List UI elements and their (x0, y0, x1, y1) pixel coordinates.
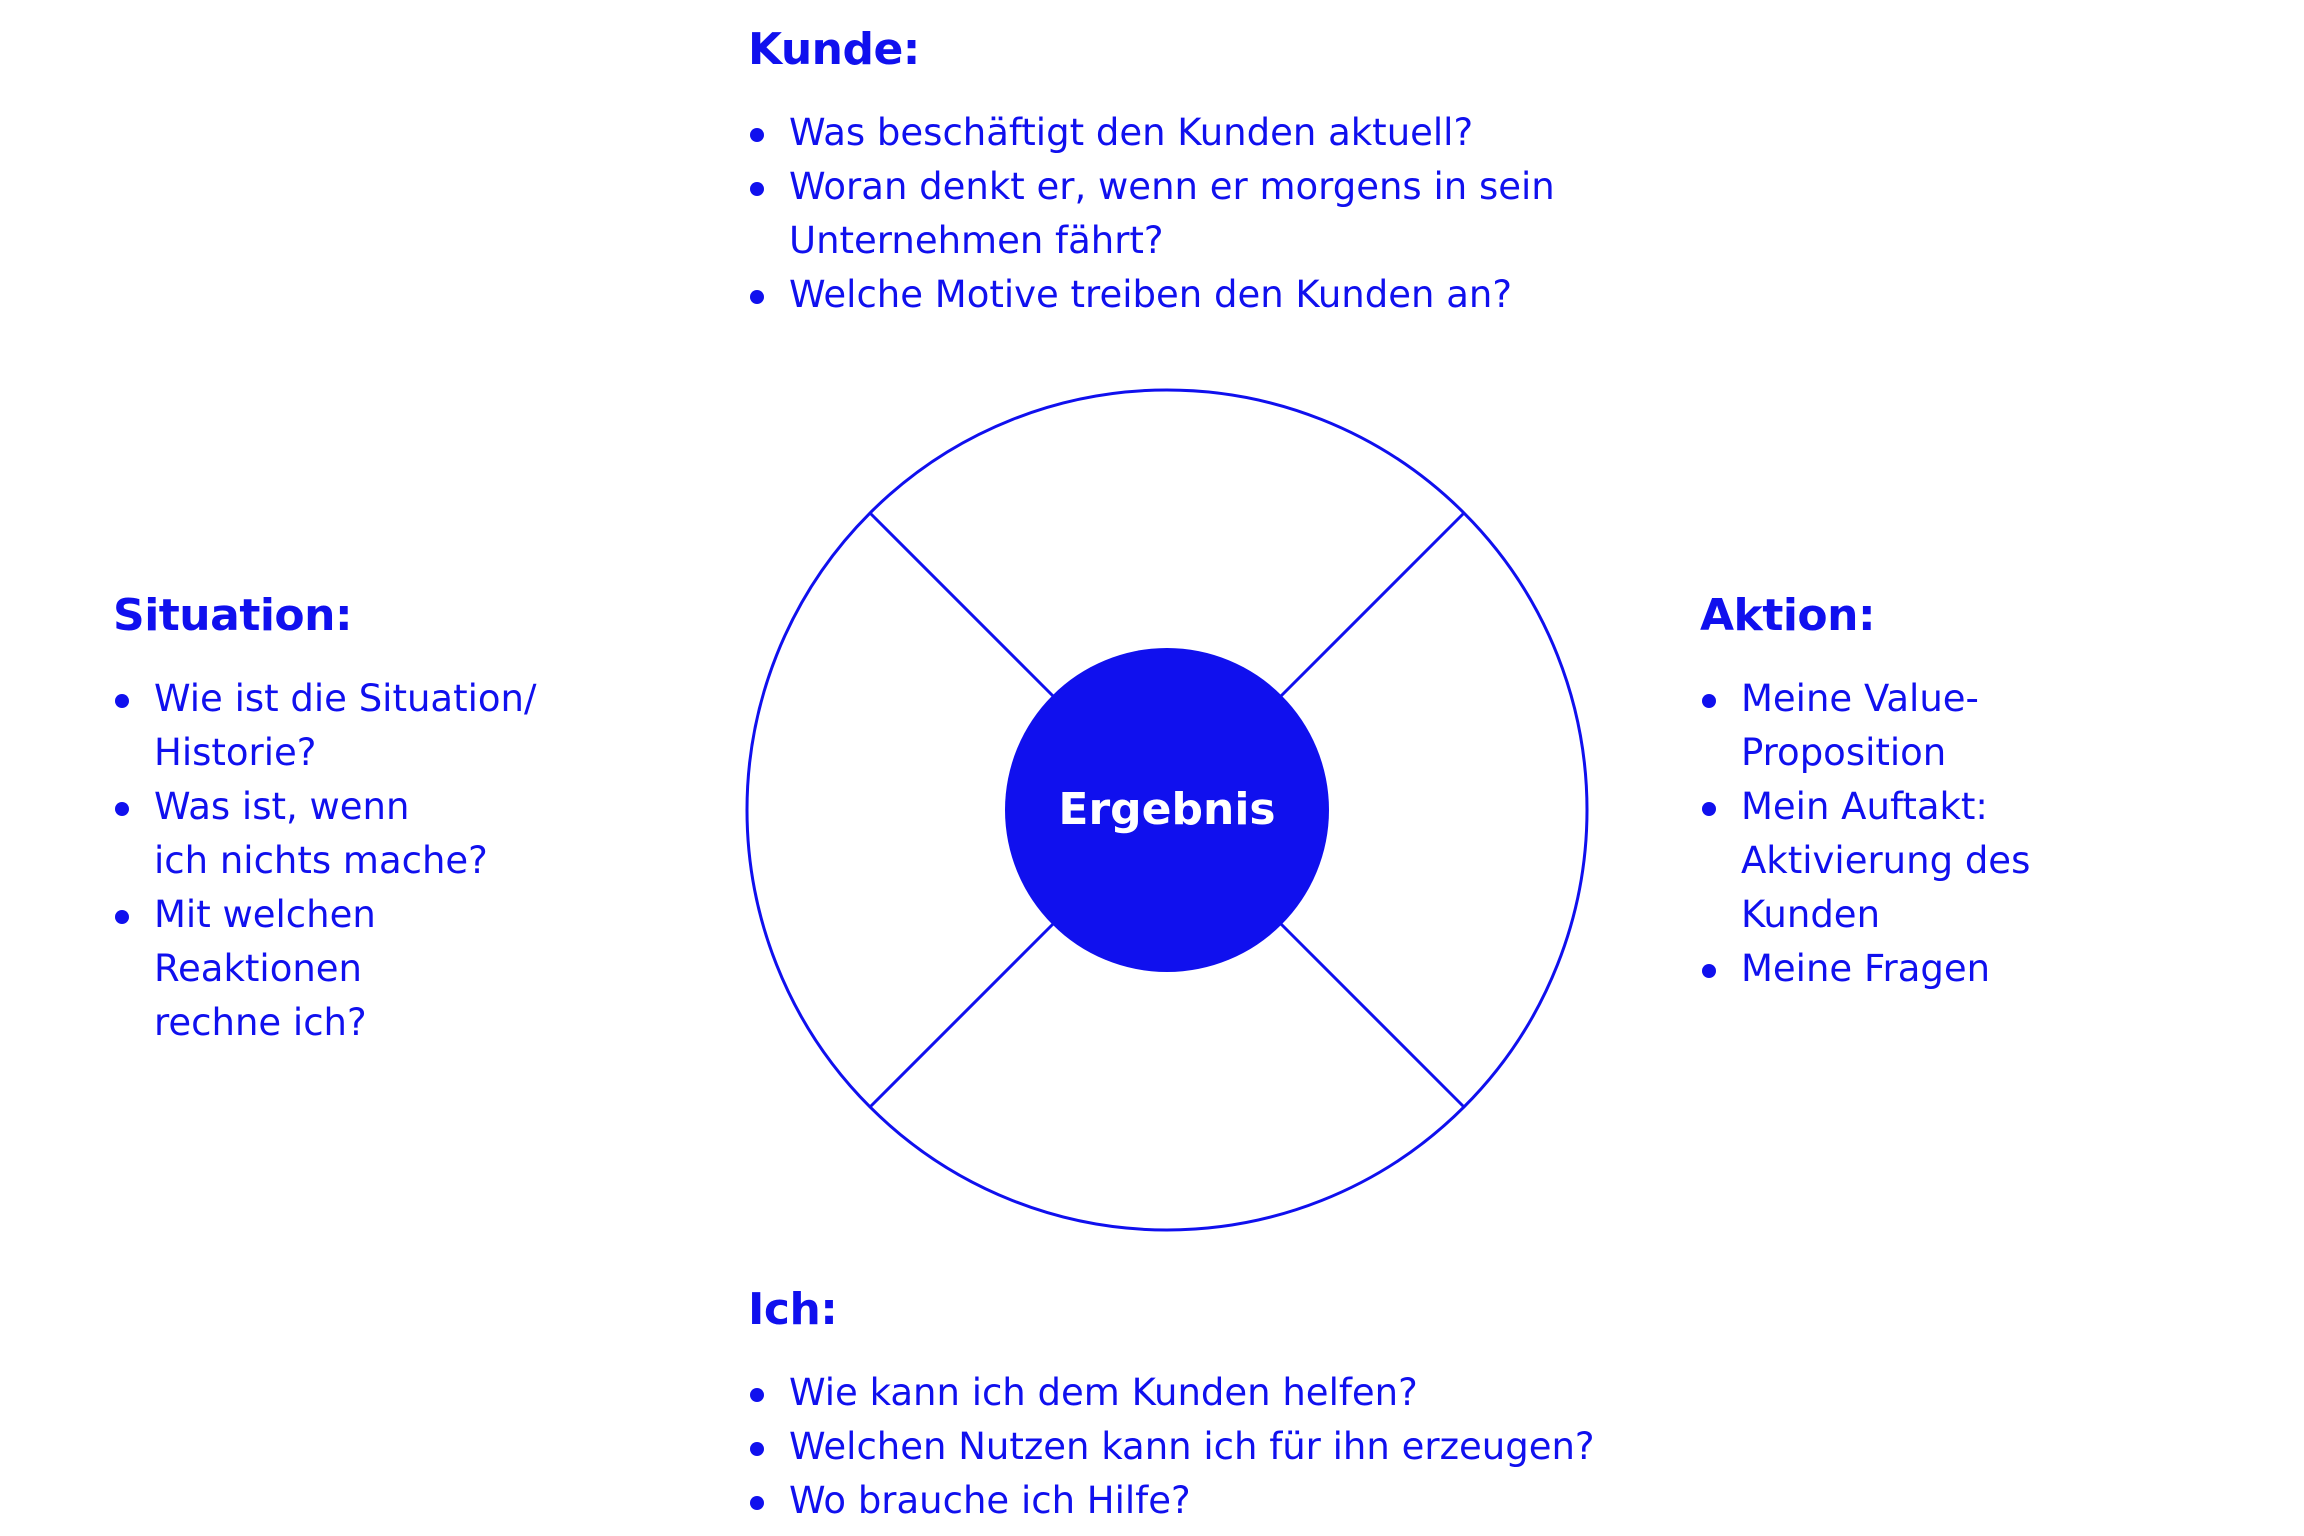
kunde-list (748, 106, 1555, 322)
bullet-line: Reaktionen (154, 947, 362, 990)
bullet-line: Was ist, wenn (154, 785, 410, 828)
aktion-block (1700, 586, 2030, 996)
spoke-bottom-right (1281, 924, 1464, 1107)
situation-block (113, 586, 536, 1050)
bullet-item (113, 672, 536, 780)
kunde-block (748, 20, 1555, 322)
bullet-line: Wo brauche ich Hilfe? (789, 1479, 1191, 1522)
bullet-line: ich nichts mache? (154, 839, 488, 882)
bullet-line: Proposition (1741, 731, 1947, 774)
bullet-line: Welche Motive treiben den Kunden an? (789, 273, 1512, 316)
spoke-top-right (1281, 513, 1464, 696)
bullet-item (748, 1366, 1595, 1420)
bullet-item (748, 1420, 1595, 1474)
aktion-heading: Aktion: (1700, 590, 1876, 641)
bullet-line: Welchen Nutzen kann ich für ihn erzeugen? (789, 1425, 1595, 1468)
bullet-item (748, 268, 1555, 322)
bullet-line: Meine Value- (1741, 677, 1979, 720)
bullet-line: Aktivierung des (1741, 839, 2031, 882)
spoke-top-left (870, 513, 1053, 696)
bullet-line: Wie kann ich dem Kunden helfen? (789, 1371, 1418, 1414)
kunde-heading: Kunde: (748, 24, 920, 75)
bullet-item (1700, 672, 2030, 780)
bullet-item (748, 160, 1555, 268)
bullet-line: Meine Fragen (1741, 947, 1991, 990)
center-label: Ergebnis (1058, 784, 1276, 835)
bullet-line: Mein Auftakt: (1741, 785, 1988, 828)
bullet-item (748, 1474, 1595, 1528)
situation-list (113, 672, 536, 1050)
bullet-line: Mit welchen (154, 893, 376, 936)
situation-heading: Situation: (113, 590, 353, 641)
bullet-item (1700, 942, 2030, 996)
bullet-line: rechne ich? (154, 1001, 367, 1044)
ich-list (748, 1366, 1595, 1528)
bullet-item (113, 780, 536, 888)
bullet-line: Wie ist die Situation/ (154, 677, 537, 720)
bullet-line: Kunden (1741, 893, 1881, 936)
bullet-line: Unternehmen fährt? (789, 219, 1164, 262)
aktion-list (1700, 672, 2030, 996)
bullet-line: Woran denkt er, wenn er morgens in sein (789, 165, 1555, 208)
bullet-line: Was beschäftigt den Kunden aktuell? (789, 111, 1474, 154)
bullet-line: Historie? (154, 731, 317, 774)
ich-heading: Ich: (748, 1284, 838, 1335)
bullet-item (748, 106, 1555, 160)
bullet-item (113, 888, 536, 1050)
bullet-item (1700, 780, 2030, 942)
spoke-bottom-left (870, 924, 1053, 1107)
ich-block (748, 1280, 1595, 1528)
